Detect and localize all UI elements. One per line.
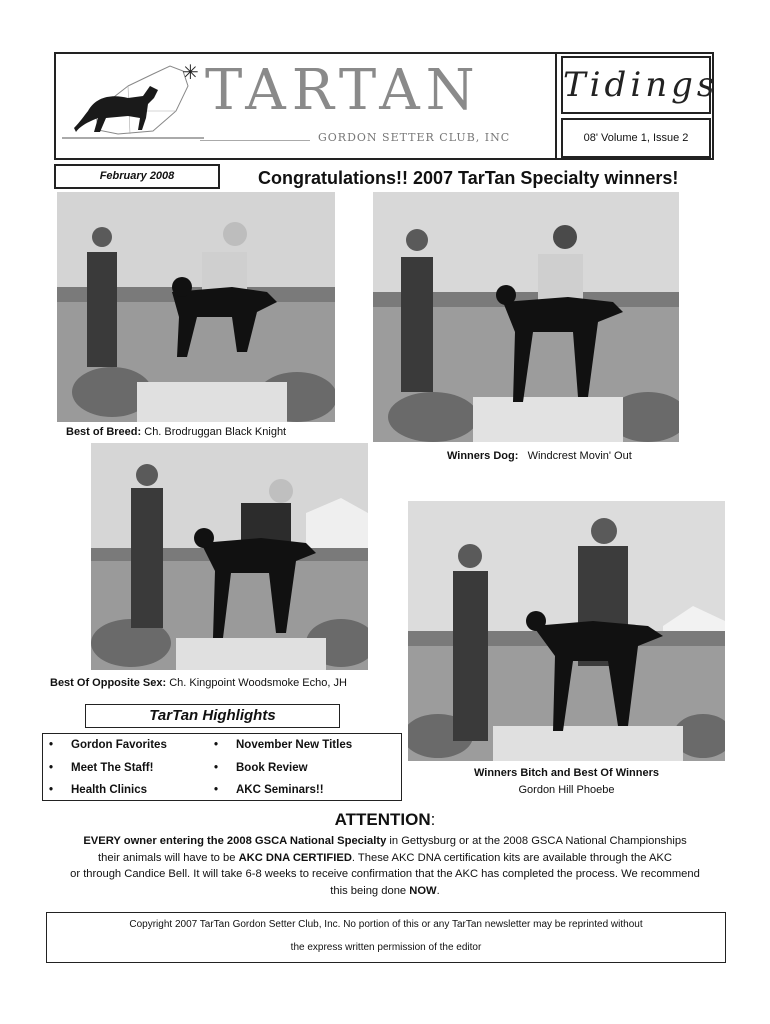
attention-paragraph <box>40 833 730 899</box>
copyright-footer <box>46 912 726 963</box>
highlights-title: TarTan Highlights <box>85 704 340 728</box>
caption-dog-name: Windcrest Movin' Out <box>527 450 632 462</box>
footer-line-2: the express written permission of the editor <box>290 942 482 953</box>
p1-bold: EVERY owner entering the 2008 GSCA National Specialty <box>83 835 387 847</box>
attention-colon: : <box>430 810 436 829</box>
highlight-item: • Book Review <box>236 762 308 774</box>
p2-bold: AKC DNA CERTIFIED <box>238 851 352 864</box>
p2-rest: . These AKC DNA certification kits are available through the AKC <box>351 851 672 864</box>
masthead-divider <box>555 52 557 160</box>
caption-dog-name: Ch. Brodruggan Black Knight <box>144 426 287 438</box>
p2-start: their animals will have to be <box>98 851 239 864</box>
p4-start: this being done <box>330 884 410 897</box>
caption-winners-bitch <box>408 767 725 779</box>
caption-label: Best Of Opposite Sex: <box>50 677 167 689</box>
caption-winners-dog <box>447 450 632 462</box>
attention-heading <box>0 810 770 830</box>
photo-winners-bitch <box>408 501 725 761</box>
club-name: GORDON SETTER CLUB, INC <box>318 131 511 144</box>
photo-best-of-opposite-sex <box>91 443 368 670</box>
p4-end: . <box>436 884 440 897</box>
p4-bold: NOW <box>409 884 437 897</box>
p3: or through Candice Bell. It will take 6-8 weeks to receive confirmation that the AKC has completed the process. We recommend <box>70 868 700 880</box>
photo-winners-dog <box>373 192 679 442</box>
star-icon: ✳ <box>182 62 199 84</box>
p1-rest: in Gettysburg or at the 2008 GSCA National Championships <box>386 835 687 847</box>
highlight-item: • Gordon Favorites <box>71 739 167 751</box>
caption-best-of-breed <box>66 426 286 438</box>
footer-line-1: Copyright 2007 TarTan Gordon Setter Club, Inc. No portion of this or any TarTan newsletter may be reprinted without <box>129 919 643 930</box>
caption-dog-name: Ch. Kingpoint Woodsmoke Echo, JH <box>169 677 347 689</box>
newsletter-title: TARTAN <box>205 58 481 123</box>
issue-date: February 2008 <box>54 164 220 189</box>
attention-title: ATTENTION <box>334 810 431 829</box>
headline: Congratulations!! 2007 TarTan Specialty winners! <box>258 168 679 188</box>
issue-box: 08' Volume 1, Issue 2 <box>561 118 711 158</box>
caption-best-of-opposite-sex <box>50 677 347 689</box>
club-rule <box>200 140 310 141</box>
caption-label: Best of Breed: <box>66 426 142 438</box>
highlight-item: • November New Titles <box>236 739 352 751</box>
tidings-title: Tidings <box>563 65 719 105</box>
caption-label: Winners Dog: <box>447 450 519 462</box>
highlight-item: • Health Clinics <box>71 784 147 796</box>
caption-label: Winners Bitch and Best Of Winners <box>474 767 659 779</box>
highlight-item: • Meet The Staff! <box>71 762 153 774</box>
highlight-item: • AKC Seminars!! <box>236 784 324 796</box>
caption-winners-bitch-name: Gordon Hill Phoebe <box>518 784 615 796</box>
tidings-box <box>561 56 719 114</box>
photo-best-of-breed <box>57 192 335 422</box>
